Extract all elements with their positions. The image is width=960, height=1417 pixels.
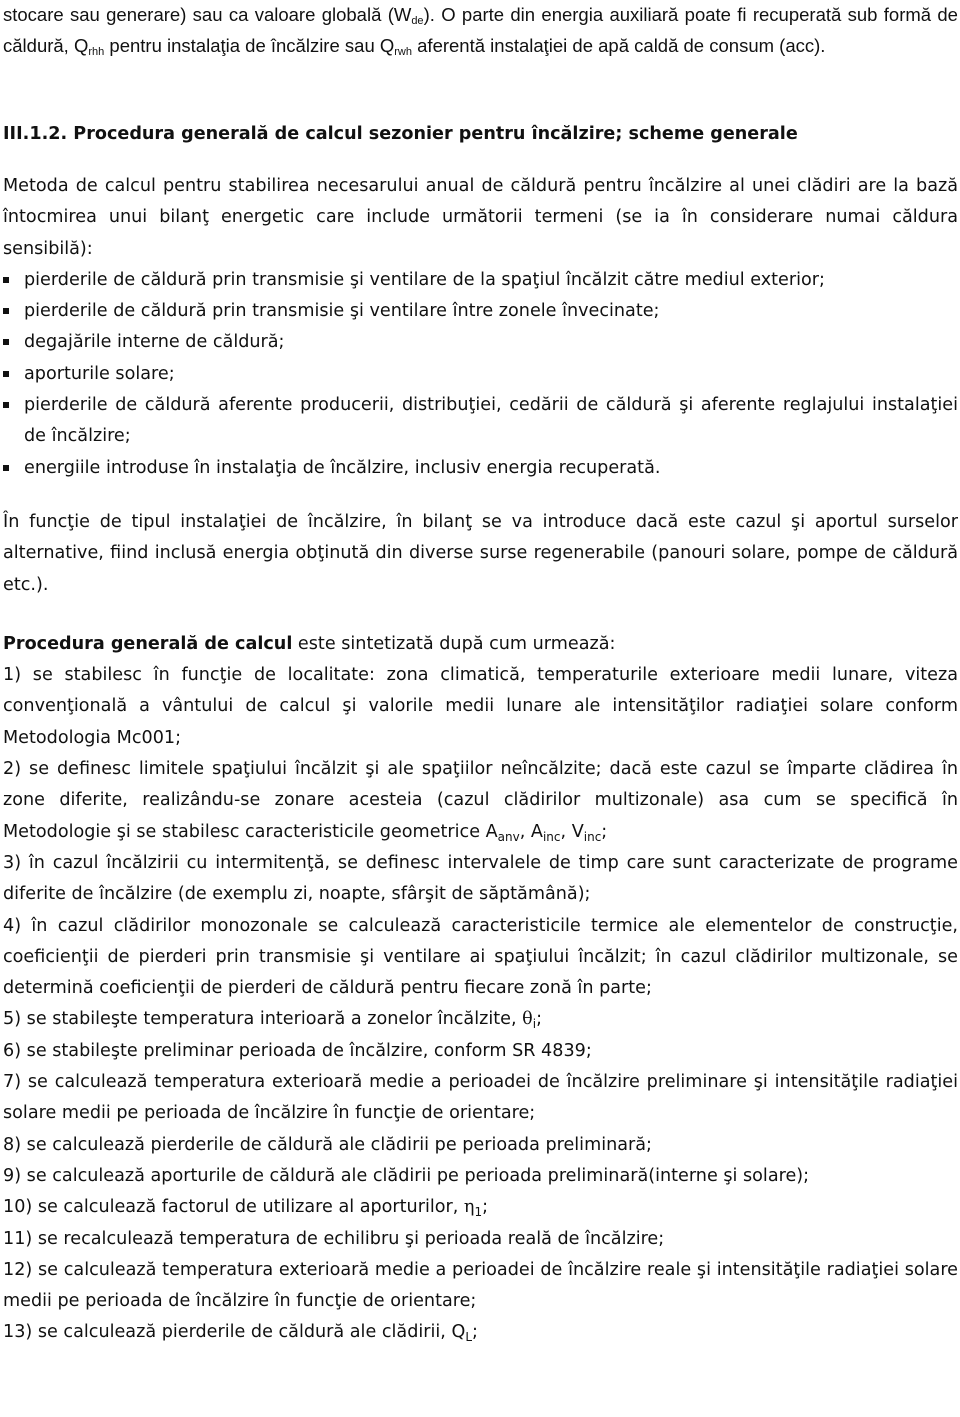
subscript-inc-v: inc	[583, 829, 602, 844]
list-item	[3, 296, 958, 327]
subscript-rwh: rwh	[394, 46, 412, 58]
list-item	[3, 327, 958, 358]
list-item	[3, 359, 958, 390]
step-8: 8) se calculează pierderile de căldură ale clădirii pe perioada preliminară;	[3, 1134, 652, 1155]
step-4: 4) în cazul clădirilor monozonale se calculează caracteristicile termice ale elementelor de construcţie, coeficienţii de pierderi prin transmisie şi ventilare ai spaţiului încălzit; în cazul clădirilor multizonale, se determină coeficienţii de pierderi de căldură pentru fiecare zonă în parte;	[3, 915, 958, 999]
step-2-text: 2) se definesc limitele spaţiului încălzit şi ale spaţiilor neîncălzite; dacă este cazul se împarte clădirea în zone diferite, realizându-se zonare acesteia (cazul clădirilor multizonale) asa cum se specifică în Metodologie şi se stabilesc caracteristicile geometrice A	[3, 759, 958, 842]
list-item-text: pierderile de căldură aferente producerii, distribuţiei, cedării de căldură şi aferente reglajului instalaţiei de încălzire;	[24, 395, 958, 447]
list-item-text: energiile introduse în instalaţia de încălzire, inclusiv energia recuperată.	[24, 457, 661, 478]
alternative-sources-paragraph: În funcţie de tipul instalaţiei de încălzire, în bilanţ se va introduce dacă este cazul şi aportul surselor alternative, fiind inclusă energia obţinută din diverse surse regenerabile (panouri solare, pompe de căldură etc.).	[3, 511, 958, 595]
lead-text-1: stocare sau generare) sau ca valoare globală (W	[3, 4, 412, 25]
step-11: 11) se recalculează temperatura de echilibru şi perioada reală de încălzire;	[3, 1228, 665, 1249]
step-13	[3, 1317, 958, 1348]
subscript-1: 1	[474, 1205, 483, 1220]
list-item-text: aporturile solare;	[24, 363, 175, 384]
step-1: 1) se stabilesc în funcţie de localitate: zona climatică, temperaturile exterioare medii lunare, viteza convenţională a vântului de calcul şi valorile medii lunare ale intensităţilor radiaţiei solare conform Metodologia Mc001;	[3, 665, 958, 748]
eta-symbol: η	[463, 1197, 475, 1218]
bullet-list	[3, 265, 958, 484]
procedure-intro-text: este sintetizată după cum urmează:	[292, 633, 616, 654]
step-5	[3, 1004, 958, 1035]
step-3: 3) în cazul încălzirii cu intermitenţă, se definesc intervalele de timp care sunt caracterizate de programe diferite de încălzire (de exemplu zi, noapte, sfârşit de săptămână);	[3, 852, 958, 905]
step-10	[3, 1192, 958, 1223]
step-2-end: ;	[601, 821, 608, 842]
list-item-text: pierderile de căldură prin transmisie şi ventilare de la spaţiul încălzit către mediul exterior;	[24, 269, 825, 290]
step-2	[3, 754, 958, 848]
step-7: 7) se calculează temperatura exterioară medie a perioadei de încălzire preliminare şi intensităţile radiaţiei solare medii pe perioada de încălzire în funcţie de orientare;	[3, 1072, 958, 1124]
list-item	[3, 390, 958, 453]
list-item	[3, 453, 958, 484]
step-10-end: ;	[482, 1197, 489, 1218]
step-5-end: ;	[536, 1009, 543, 1030]
document-page	[3, 0, 958, 1349]
step-13-text: 13) se calculează pierderile de căldură ale clădirii, Q	[3, 1322, 466, 1343]
step-12: 12) se calculează temperatura exterioară medie a perioadei de încălzire reale şi intensităţile radiaţiei solare medii pe perioada de încălzire în funcţie de orientare;	[3, 1259, 958, 1312]
theta-symbol: θ	[522, 1009, 533, 1030]
step-10-text: 10) se calculează factorul de utilizare al aporturilor,	[3, 1197, 464, 1218]
square-bullet-icon	[3, 465, 9, 471]
step-5-text: 5) se stabileşte temperatura interioară a zonelor încălzite,	[3, 1009, 523, 1030]
square-bullet-icon	[3, 308, 9, 314]
step-2-sep-2: , V	[560, 821, 584, 842]
square-bullet-icon	[3, 371, 9, 377]
step-13-end: ;	[472, 1322, 478, 1343]
subscript-anv: anv	[497, 829, 520, 844]
step-9: 9) se calculează aporturile de căldură ale clădirii pe perioada preliminară(interne şi solare);	[3, 1165, 810, 1186]
subscript-de: de	[411, 15, 424, 27]
lead-paragraph	[3, 0, 958, 61]
procedure-bold-label: Procedura generală de calcul	[3, 633, 293, 654]
square-bullet-icon	[3, 339, 9, 345]
lead-text-2: ). O parte din energia auxiliară poate fi recuperată sub formă de căldură, Q	[3, 4, 958, 56]
lead-text-3: pentru instalaţia de încălzire sau Q	[104, 35, 395, 56]
list-item	[3, 265, 958, 296]
list-item-text: degajările interne de căldură;	[24, 332, 285, 353]
list-item-text: pierderile de căldură prin transmisie şi ventilare între zonele învecinate;	[24, 301, 660, 322]
lead-text-4: aferentă instalaţiei de apă caldă de consum (acc).	[412, 35, 826, 56]
step-2-sep-1: , A	[519, 821, 543, 842]
subscript-rhh: rhh	[88, 46, 105, 58]
section-heading: III.1.2. Procedura generală de calcul sezonier pentru încălzire; scheme generale	[3, 124, 798, 144]
subscript-l: L	[465, 1330, 472, 1345]
procedure-intro	[3, 629, 958, 660]
subscript-inc-a: inc	[542, 829, 561, 844]
square-bullet-icon	[3, 402, 9, 408]
step-6: 6) se stabileşte preliminar perioada de încălzire, conform SR 4839;	[3, 1040, 592, 1061]
intro-paragraph: Metoda de calcul pentru stabilirea necesarului anual de căldură pentru încălzire al unei clădiri are la bază întocmirea unui bilanţ energetic care include următorii termeni (se ia în considerare numai căldura sensibilă):	[3, 176, 958, 259]
subscript-i: i	[532, 1017, 537, 1032]
square-bullet-icon	[3, 277, 9, 283]
